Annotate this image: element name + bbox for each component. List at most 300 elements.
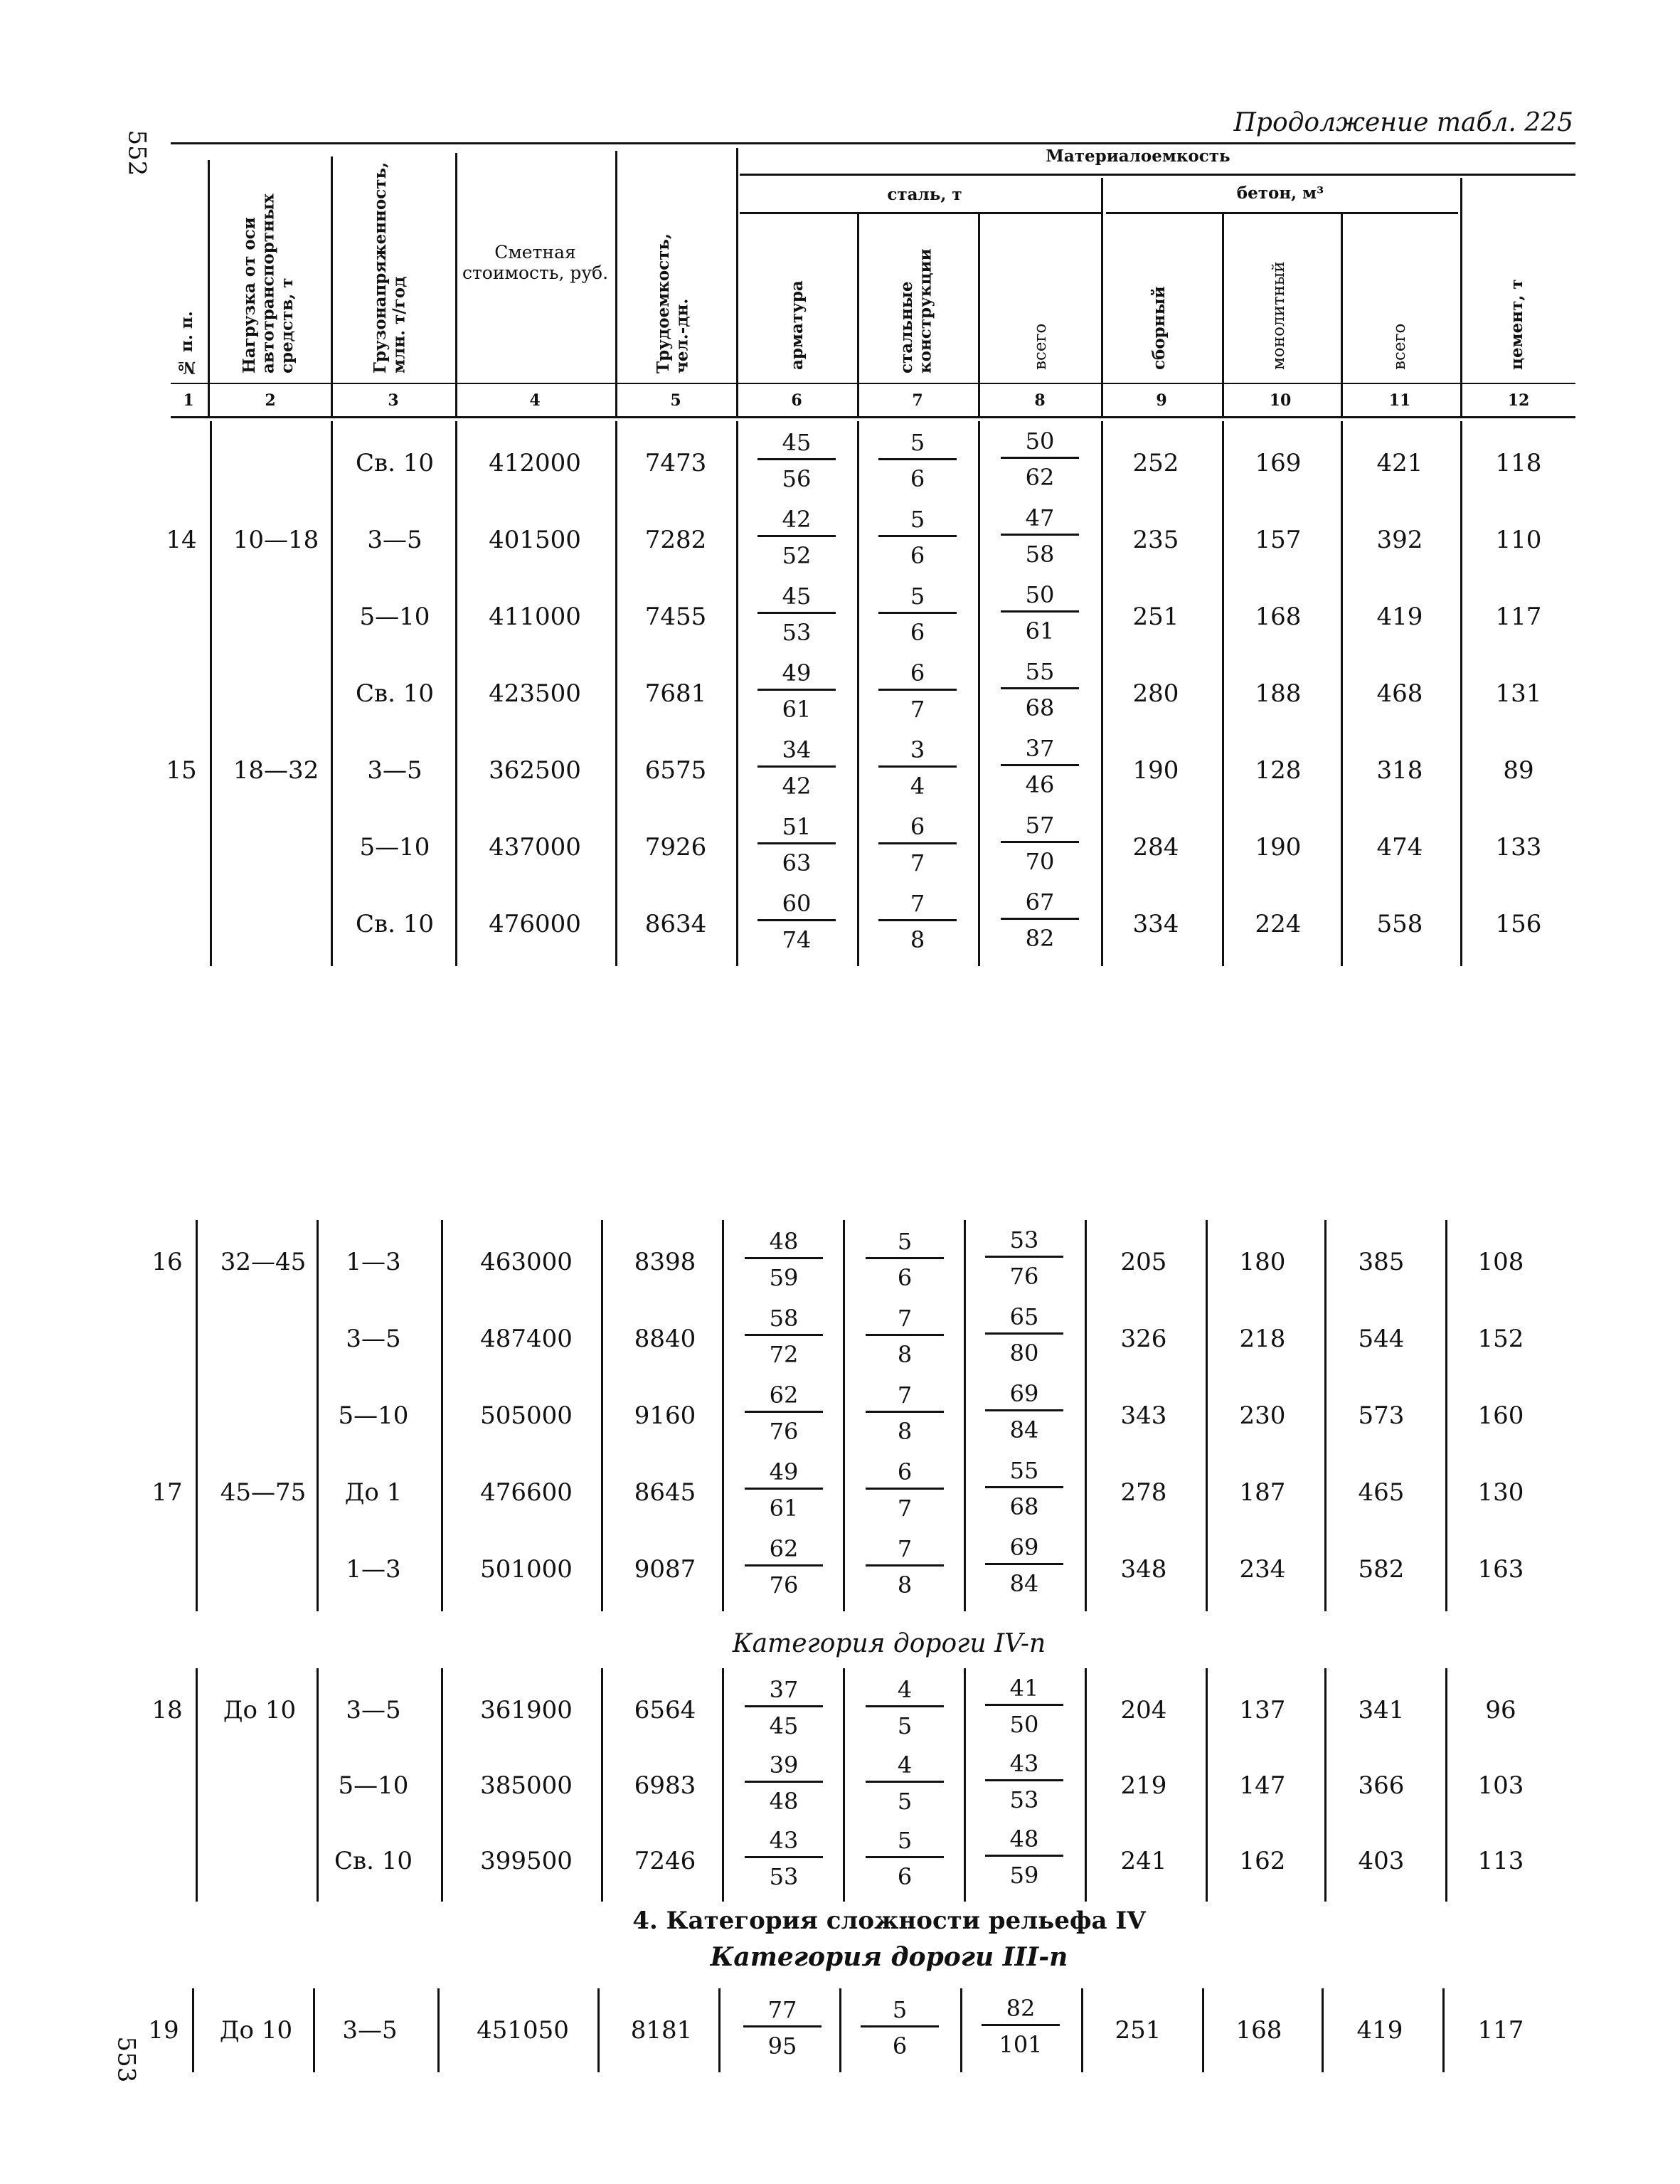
- steel-total-fraction-denominator: 59: [1009, 1862, 1039, 1889]
- header-materials: Материалоемкость: [1046, 147, 1230, 166]
- column-number: 2: [265, 391, 276, 410]
- steel-total-fraction-denominator: 46: [1025, 771, 1055, 798]
- rebar-fraction-numerator: 48: [745, 1230, 823, 1259]
- estimated-cost: 463000: [480, 1248, 573, 1276]
- steel-structures-fraction: [878, 892, 957, 951]
- cement: 156: [1495, 910, 1542, 938]
- steel-total-fraction-numerator: 65: [985, 1305, 1063, 1335]
- header-steel: сталь, т: [887, 185, 962, 204]
- steel-total-fraction-denominator: 61: [1025, 617, 1055, 645]
- page-number-bottom: 553: [112, 2036, 141, 2083]
- table-title: Продолжение табл. 225: [1233, 108, 1573, 137]
- labor-intensity: 6564: [634, 1696, 696, 1724]
- header-col-steel-structures: стальные конструкции: [897, 248, 935, 373]
- steel-total-fraction: [1001, 504, 1079, 568]
- steel-structures-fraction-numerator: 5: [878, 431, 957, 460]
- precast-concrete: 280: [1132, 679, 1179, 708]
- concrete-total: 573: [1358, 1401, 1405, 1430]
- steel-structures-fraction: [866, 1751, 944, 1815]
- monolithic-concrete: 147: [1239, 1771, 1286, 1800]
- estimated-cost: 487400: [480, 1325, 573, 1353]
- concrete-total: 385: [1358, 1248, 1405, 1276]
- concrete-total: 582: [1358, 1555, 1405, 1584]
- rebar-fraction: [745, 1230, 823, 1289]
- steel-total-fraction: [1001, 814, 1079, 873]
- labor-intensity: 8181: [630, 2016, 693, 2045]
- precast-concrete: 219: [1120, 1771, 1167, 1800]
- steel-structures-fraction-denominator: 6: [910, 465, 925, 492]
- steel-total-fraction-numerator: 69: [985, 1536, 1063, 1565]
- rebar-fraction-numerator: 37: [745, 1678, 823, 1707]
- axle-load: 32—45: [220, 1248, 307, 1276]
- steel-total-fraction-numerator: 48: [985, 1828, 1063, 1857]
- rebar-fraction-denominator: 59: [769, 1264, 799, 1291]
- steel-structures-fraction-numerator: 7: [866, 1307, 944, 1336]
- labor-intensity: 8645: [634, 1478, 696, 1507]
- steel-structures-fraction-denominator: 8: [897, 1341, 913, 1368]
- estimated-cost: 451050: [477, 2016, 569, 2045]
- column-number: 1: [183, 391, 194, 410]
- steel-structures-fraction-numerator: 4: [866, 1678, 944, 1707]
- steel-total-fraction: [985, 1303, 1063, 1367]
- estimated-cost: 505000: [480, 1401, 573, 1430]
- row-number: 17: [151, 1478, 183, 1507]
- cement: 113: [1477, 1847, 1524, 1875]
- labor-intensity: 6575: [644, 756, 707, 785]
- monolithic-concrete: 137: [1239, 1696, 1286, 1724]
- precast-concrete: 235: [1132, 526, 1179, 554]
- steel-total-fraction-numerator: 53: [985, 1229, 1063, 1258]
- column-number: 12: [1507, 391, 1530, 410]
- freight-density: Св. 10: [355, 449, 435, 477]
- rebar-fraction-denominator: 72: [769, 1341, 799, 1368]
- estimated-cost: 476000: [489, 910, 581, 938]
- concrete-total: 392: [1376, 526, 1423, 554]
- monolithic-concrete: 180: [1239, 1248, 1286, 1276]
- rebar-fraction: [743, 1996, 822, 2060]
- steel-structures-fraction-numerator: 5: [866, 1829, 944, 1858]
- steel-total-fraction: [1001, 737, 1079, 796]
- rebar-fraction-denominator: 45: [769, 1712, 799, 1739]
- rebar-fraction: [757, 431, 836, 490]
- column-number: 4: [529, 391, 541, 410]
- labor-intensity: 6983: [634, 1771, 696, 1800]
- rebar-fraction-denominator: 61: [769, 1495, 799, 1522]
- steel-structures-fraction-numerator: 5: [878, 585, 957, 614]
- rebar-fraction-denominator: 76: [769, 1571, 799, 1599]
- axle-load: 18—32: [233, 756, 319, 785]
- monolithic-concrete: 162: [1239, 1847, 1286, 1875]
- labor-intensity: 7246: [634, 1847, 696, 1875]
- header-col-monolithic: монолитный: [1270, 261, 1288, 370]
- header-col-cost: Сметная стоимость, руб.: [462, 242, 609, 283]
- estimated-cost: 401500: [489, 526, 581, 554]
- monolithic-concrete: 188: [1255, 679, 1302, 708]
- monolithic-concrete: 168: [1235, 2016, 1282, 2045]
- steel-total-fraction-denominator: 70: [1025, 848, 1055, 875]
- rebar-fraction-denominator: 63: [782, 849, 812, 876]
- column-divider: [196, 1220, 198, 1611]
- steel-structures-fraction: [866, 1307, 944, 1366]
- freight-density: 5—10: [338, 1771, 409, 1800]
- rebar-fraction: [745, 1458, 823, 1522]
- rebar-fraction: [745, 1829, 823, 1888]
- freight-density: 1—3: [346, 1248, 401, 1276]
- concrete-total: 419: [1356, 2016, 1403, 2045]
- steel-structures-fraction-numerator: 5: [878, 508, 957, 537]
- column-number: 9: [1156, 391, 1167, 410]
- header-col-rebar: арматура: [787, 280, 807, 370]
- precast-concrete: 251: [1132, 603, 1179, 631]
- concrete-total: 558: [1376, 910, 1423, 938]
- estimated-cost: 385000: [480, 1771, 573, 1800]
- column-divider: [978, 421, 980, 966]
- steel-total-fraction: [1001, 581, 1079, 645]
- rebar-fraction-numerator: 45: [757, 585, 836, 614]
- cement: 117: [1495, 603, 1542, 631]
- header-col-no: № п. п.: [177, 311, 196, 377]
- precast-concrete: 241: [1120, 1847, 1167, 1875]
- rebar-fraction-denominator: 53: [769, 1863, 799, 1890]
- header-col-cement: цемент, т: [1507, 279, 1526, 370]
- estimated-cost: 437000: [489, 833, 581, 862]
- rebar-fraction-numerator: 49: [757, 662, 836, 691]
- precast-concrete: 278: [1120, 1478, 1167, 1507]
- concrete-total: 544: [1358, 1325, 1405, 1353]
- freight-density: 3—5: [346, 1325, 401, 1353]
- section-caption-iv: Категория дороги IV-п: [732, 1629, 1046, 1658]
- steel-total-fraction: [985, 1536, 1063, 1595]
- estimated-cost: 411000: [489, 603, 581, 631]
- rebar-fraction-numerator: 49: [745, 1461, 823, 1490]
- rebar-fraction-numerator: 58: [745, 1307, 823, 1336]
- rebar-fraction: [757, 508, 836, 567]
- steel-total-fraction: [985, 1752, 1063, 1811]
- precast-concrete: 343: [1120, 1401, 1167, 1430]
- rebar-fraction-numerator: 62: [745, 1537, 823, 1567]
- steel-structures-fraction-denominator: 7: [897, 1495, 913, 1522]
- cement: 160: [1477, 1401, 1524, 1430]
- monolithic-concrete: 168: [1255, 603, 1302, 631]
- monolithic-concrete: 157: [1255, 526, 1302, 554]
- column-divider: [843, 1220, 845, 1611]
- column-number: 3: [388, 391, 399, 410]
- steel-total-fraction-denominator: 84: [1009, 1570, 1039, 1597]
- steel-structures-fraction-denominator: 4: [910, 773, 925, 800]
- row-number: 18: [151, 1696, 183, 1724]
- cement: 163: [1477, 1555, 1524, 1584]
- estimated-cost: 399500: [480, 1847, 573, 1875]
- rebar-fraction: [745, 1307, 823, 1366]
- steel-structures-fraction: [878, 736, 957, 800]
- steel-total-fraction-numerator: 82: [982, 1997, 1060, 2026]
- precast-concrete: 334: [1132, 910, 1179, 938]
- section-caption-iii: Категория дороги III-п: [710, 1942, 1068, 1972]
- estimated-cost: 423500: [489, 679, 581, 708]
- header-col-labor: Трудоемкость, чел.-дн.: [654, 233, 692, 373]
- column-number: 10: [1269, 391, 1292, 410]
- steel-structures-fraction-numerator: 6: [866, 1461, 944, 1490]
- steel-structures-fraction-denominator: 8: [897, 1418, 913, 1445]
- steel-total-fraction-denominator: 68: [1025, 694, 1055, 721]
- rebar-fraction-denominator: 48: [769, 1788, 799, 1815]
- page-number-top: 552: [122, 129, 151, 176]
- steel-structures-fraction-denominator: 6: [897, 1264, 913, 1291]
- freight-density: 5—10: [359, 603, 430, 631]
- column-divider: [964, 1220, 966, 1611]
- steel-structures-fraction-numerator: 5: [866, 1230, 944, 1259]
- cement: 133: [1495, 833, 1542, 862]
- header-col-freight: Грузонапряженность, млн. т/год: [371, 161, 409, 373]
- steel-structures-fraction-denominator: 8: [910, 926, 925, 953]
- axle-load: До 10: [223, 1696, 297, 1724]
- steel-total-fraction-numerator: 50: [1001, 430, 1079, 459]
- steel-structures-fraction: [866, 1458, 944, 1522]
- precast-concrete: 190: [1132, 756, 1179, 785]
- steel-total-fraction-numerator: 37: [1001, 737, 1079, 766]
- steel-total-fraction-denominator: 68: [1009, 1493, 1039, 1520]
- steel-total-fraction-denominator: 80: [1009, 1340, 1039, 1367]
- concrete-total: 403: [1358, 1847, 1405, 1875]
- column-number: 8: [1034, 391, 1046, 410]
- steel-total-fraction-denominator: 50: [1009, 1711, 1039, 1738]
- estimated-cost: 412000: [489, 449, 581, 477]
- rebar-fraction-denominator: 74: [782, 926, 812, 953]
- precast-concrete: 326: [1120, 1325, 1167, 1353]
- labor-intensity: 8398: [634, 1248, 696, 1276]
- freight-density: Св. 10: [355, 679, 435, 708]
- steel-structures-fraction: [866, 1678, 944, 1737]
- cement: 118: [1495, 449, 1542, 477]
- concrete-total: 465: [1358, 1478, 1405, 1507]
- steel-structures-fraction-numerator: 3: [878, 738, 957, 768]
- freight-density: 3—5: [346, 1696, 401, 1724]
- rebar-fraction: [745, 1751, 823, 1815]
- header-col-steel-total: всего: [1031, 323, 1050, 370]
- labor-intensity: 7926: [644, 833, 707, 862]
- labor-intensity: 9160: [634, 1401, 696, 1430]
- axle-load: 45—75: [220, 1478, 307, 1507]
- cement: 89: [1503, 756, 1534, 785]
- steel-structures-fraction-denominator: 5: [897, 1788, 913, 1815]
- rebar-fraction: [757, 892, 836, 951]
- labor-intensity: 8840: [634, 1325, 696, 1353]
- precast-concrete: 348: [1120, 1555, 1167, 1584]
- estimated-cost: 476600: [480, 1478, 573, 1507]
- column-divider: [960, 1988, 962, 2072]
- row-number: 19: [148, 2016, 179, 2045]
- steel-structures-fraction-denominator: 6: [910, 542, 925, 569]
- steel-structures-fraction-denominator: 7: [910, 849, 925, 876]
- concrete-total: 341: [1358, 1696, 1405, 1724]
- steel-structures-fraction-numerator: 7: [878, 892, 957, 921]
- steel-total-fraction: [1001, 660, 1079, 719]
- axle-load: До 10: [219, 2016, 293, 2045]
- steel-structures-fraction: [866, 1230, 944, 1289]
- freight-density: 5—10: [338, 1401, 409, 1430]
- monolithic-concrete: 230: [1239, 1401, 1286, 1430]
- column-divider: [964, 1668, 966, 1902]
- column-number: 7: [912, 391, 923, 410]
- section-caption-relief: 4. Категория сложности рельефа IV: [632, 1907, 1146, 1935]
- steel-total-fraction-numerator: 69: [985, 1382, 1063, 1411]
- concrete-total: 468: [1376, 679, 1423, 708]
- column-number: 11: [1388, 391, 1411, 410]
- steel-total-fraction: [985, 1825, 1063, 1889]
- rebar-fraction-denominator: 52: [782, 542, 812, 569]
- steel-total-fraction-denominator: 82: [1025, 925, 1055, 952]
- steel-total-fraction: [985, 1677, 1063, 1736]
- estimated-cost: 361900: [480, 1696, 573, 1724]
- rebar-fraction: [745, 1535, 823, 1599]
- freight-density: 5—10: [359, 833, 430, 862]
- monolithic-concrete: 187: [1239, 1478, 1286, 1507]
- axle-load: 10—18: [233, 526, 319, 554]
- steel-structures-fraction: [861, 1996, 939, 2060]
- freight-density: До 1: [344, 1478, 403, 1507]
- monolithic-concrete: 190: [1255, 833, 1302, 862]
- rebar-fraction-numerator: 39: [745, 1754, 823, 1783]
- steel-structures-fraction: [866, 1829, 944, 1888]
- freight-density: 3—5: [367, 756, 422, 785]
- header-col-concrete-total: всего: [1391, 323, 1409, 370]
- labor-intensity: 7681: [644, 679, 707, 708]
- steel-total-fraction: [985, 1226, 1063, 1290]
- monolithic-concrete: 234: [1239, 1555, 1286, 1584]
- steel-total-fraction-denominator: 101: [999, 2031, 1043, 2058]
- steel-structures-fraction-numerator: 4: [866, 1754, 944, 1783]
- steel-structures-fraction: [866, 1535, 944, 1599]
- rebar-fraction-denominator: 95: [767, 2032, 797, 2060]
- row-number: 14: [166, 526, 197, 554]
- steel-total-fraction-numerator: 43: [985, 1752, 1063, 1781]
- freight-density: 1—3: [346, 1555, 401, 1584]
- precast-concrete: 251: [1115, 2016, 1161, 2045]
- rebar-fraction-numerator: 42: [757, 508, 836, 537]
- steel-total-fraction-numerator: 41: [985, 1677, 1063, 1706]
- concrete-total: 419: [1376, 603, 1423, 631]
- precast-concrete: 252: [1132, 449, 1179, 477]
- rebar-fraction-numerator: 51: [757, 815, 836, 844]
- steel-structures-fraction: [878, 431, 957, 490]
- steel-structures-fraction-denominator: 6: [897, 1863, 913, 1890]
- freight-density: 3—5: [342, 2016, 398, 2045]
- freight-density: Св. 10: [355, 910, 435, 938]
- steel-total-fraction: [1001, 430, 1079, 489]
- freight-density: Св. 10: [334, 1847, 413, 1875]
- labor-intensity: 7282: [644, 526, 707, 554]
- steel-total-fraction-denominator: 62: [1025, 464, 1055, 491]
- estimated-cost: 501000: [480, 1555, 573, 1584]
- concrete-total: 318: [1376, 756, 1423, 785]
- header-concrete: бетон, м³: [1236, 184, 1324, 203]
- rebar-fraction-denominator: 76: [769, 1418, 799, 1445]
- cement: 108: [1477, 1248, 1524, 1276]
- steel-structures-fraction-numerator: 6: [878, 662, 957, 691]
- labor-intensity: 9087: [634, 1555, 696, 1584]
- cement: 110: [1495, 526, 1542, 554]
- freight-density: 3—5: [367, 526, 422, 554]
- steel-structures-fraction: [878, 508, 957, 567]
- rebar-fraction: [757, 659, 836, 723]
- steel-structures-fraction: [878, 659, 957, 723]
- monolithic-concrete: 128: [1255, 756, 1302, 785]
- column-divider: [839, 1988, 841, 2072]
- steel-structures-fraction: [866, 1384, 944, 1443]
- steel-structures-fraction: [878, 585, 957, 644]
- precast-concrete: 284: [1132, 833, 1179, 862]
- row-number: 15: [166, 756, 197, 785]
- rebar-fraction-denominator: 61: [782, 696, 812, 723]
- steel-structures-fraction-denominator: 7: [910, 696, 925, 723]
- steel-structures-fraction: [878, 815, 957, 874]
- precast-concrete: 205: [1120, 1248, 1167, 1276]
- steel-structures-fraction-denominator: 6: [910, 619, 925, 646]
- labor-intensity: 7455: [644, 603, 707, 631]
- cement: 117: [1477, 2016, 1524, 2045]
- concrete-total: 366: [1358, 1771, 1405, 1800]
- steel-total-fraction-numerator: 57: [1001, 814, 1079, 843]
- steel-total-fraction-numerator: 47: [1001, 507, 1079, 536]
- labor-intensity: 8634: [644, 910, 707, 938]
- column-divider: [857, 421, 859, 966]
- monolithic-concrete: 169: [1255, 449, 1302, 477]
- steel-total-fraction: [985, 1459, 1063, 1518]
- rebar-fraction-numerator: 45: [757, 431, 836, 460]
- monolithic-concrete: 224: [1255, 910, 1302, 938]
- monolithic-concrete: 218: [1239, 1325, 1286, 1353]
- steel-total-fraction-numerator: 55: [1001, 660, 1079, 689]
- rebar-fraction-numerator: 60: [757, 892, 836, 921]
- rebar-fraction-numerator: 43: [745, 1829, 823, 1858]
- rebar-fraction-numerator: 34: [757, 738, 836, 768]
- rebar-fraction: [745, 1384, 823, 1443]
- steel-structures-fraction-denominator: 6: [892, 2032, 908, 2060]
- header-col-load: Нагрузка от оси автотранспортных средств, т: [240, 194, 297, 373]
- cement: 131: [1495, 679, 1542, 708]
- concrete-total: 474: [1376, 833, 1423, 862]
- steel-total-fraction-numerator: 55: [985, 1459, 1063, 1488]
- steel-structures-fraction-numerator: 6: [878, 815, 957, 844]
- rebar-fraction-denominator: 42: [782, 773, 812, 800]
- rebar-fraction: [757, 815, 836, 874]
- steel-total-fraction-denominator: 53: [1009, 1786, 1039, 1813]
- steel-total-fraction-denominator: 84: [1009, 1416, 1039, 1443]
- labor-intensity: 7473: [644, 449, 707, 477]
- cement: 96: [1485, 1696, 1516, 1724]
- row-number: 16: [151, 1248, 183, 1276]
- precast-concrete: 204: [1120, 1696, 1167, 1724]
- rebar-fraction: [757, 736, 836, 800]
- steel-structures-fraction-numerator: 5: [861, 1998, 939, 2027]
- cement: 103: [1477, 1771, 1524, 1800]
- rebar-fraction: [745, 1678, 823, 1737]
- steel-structures-fraction-denominator: 5: [897, 1712, 913, 1739]
- steel-structures-fraction-numerator: 7: [866, 1384, 944, 1413]
- steel-structures-fraction-numerator: 7: [866, 1537, 944, 1567]
- steel-structures-fraction-denominator: 8: [897, 1571, 913, 1599]
- column-divider: [843, 1668, 845, 1902]
- estimated-cost: 362500: [489, 756, 581, 785]
- steel-total-fraction-numerator: 50: [1001, 583, 1079, 613]
- steel-total-fraction: [985, 1382, 1063, 1441]
- column-divider: [210, 421, 212, 966]
- steel-total-fraction-denominator: 76: [1009, 1263, 1039, 1290]
- rebar-fraction-numerator: 77: [743, 1998, 822, 2027]
- concrete-total: 421: [1376, 449, 1423, 477]
- rebar-fraction: [757, 585, 836, 644]
- rebar-fraction-denominator: 53: [782, 619, 812, 646]
